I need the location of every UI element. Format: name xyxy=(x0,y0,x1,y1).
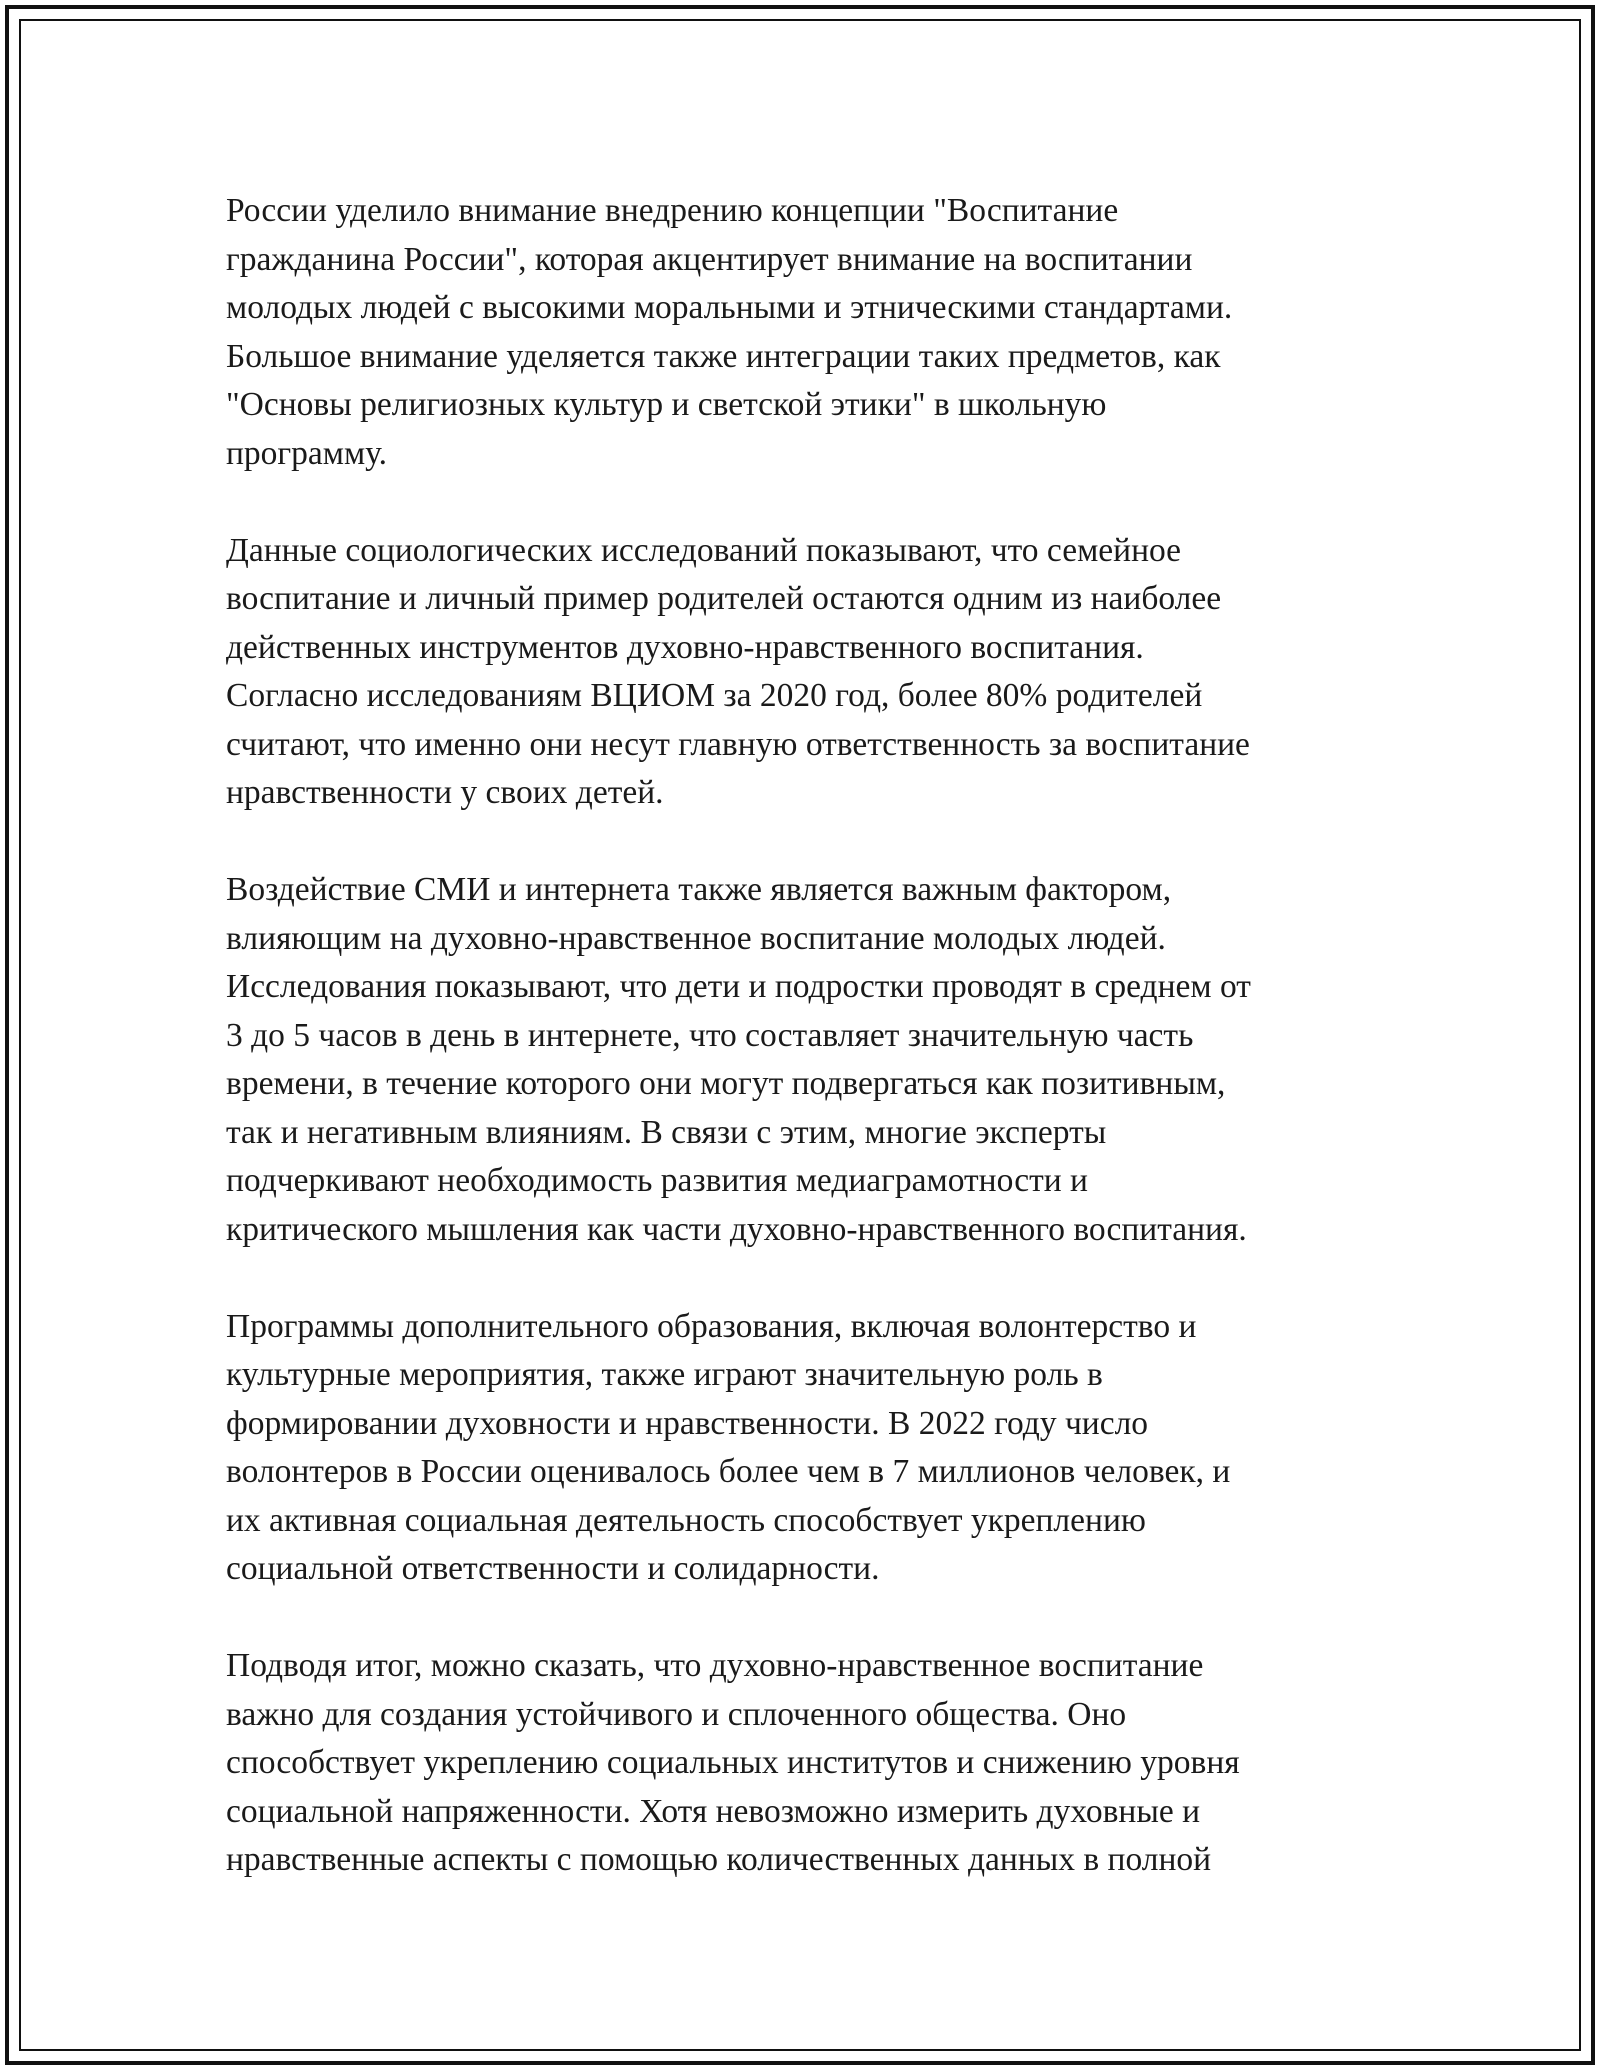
paragraph-conclusion: Подводя итог, можно сказать, что духовно-нравственное воспитание важно для создания устойчивого и сплоченного общества. Оно способствует укреплению социальных институтов и снижению уровня социальной напряженности. Хотя невозможно измерить духовные и нравственные аспекты с помощью количественных данных в полной xyxy=(226,1647,1240,1878)
paragraph-volunteering: Программы дополнительного образования, включая волонтерство и культурные мероприятия, также играют значительную роль в формировании духовности и нравственности. В 2022 году число волонтеров в России оценивалось более чем в 7 миллионов человек, и их активная социальная деятельность способствует укреплению социальной ответственности и солидарности. xyxy=(226,1307,1231,1587)
paragraph-civic-education: России уделило внимание внедрению концепции "Воспитание гражданина России", которая акцентирует внимание на воспитании молодых людей с высокими моральными и этническими стандартами. Большое внимание уделяется также интеграции таких предметов, как "Основы религиозных культур и светской этики" в школьную программу. xyxy=(226,192,1233,472)
paragraph-family-upbringing: Данные социологических исследований показывают, что семейное воспитание и личный пример родителей остаются одним из наиболее действенных инструментов духовно-нравственного воспитания. Согласно исследованиям ВЦИОМ за 2020 год, более 80% родителей считают, что именно они несут главную ответственность за воспитание нравственности у своих детей. xyxy=(226,531,1250,811)
paragraph-media-influence: Воздействие СМИ и интернета также является важным фактором, влияющим на духовно-нравственное воспитание молодых людей. Исследования показывают, что дети и подростки проводят в среднем от 3 до 5 часов в день в интернете, что составляет значительную часть времени, в течение которого они могут подвергаться как позитивным, так и негативным влияниям. В связи с этим, многие эксперты подчеркивают необходимость развития медиаграмотности и критического мышления как части духовно-нравственного воспитания. xyxy=(226,871,1251,1248)
document-body xyxy=(226,187,1386,1885)
